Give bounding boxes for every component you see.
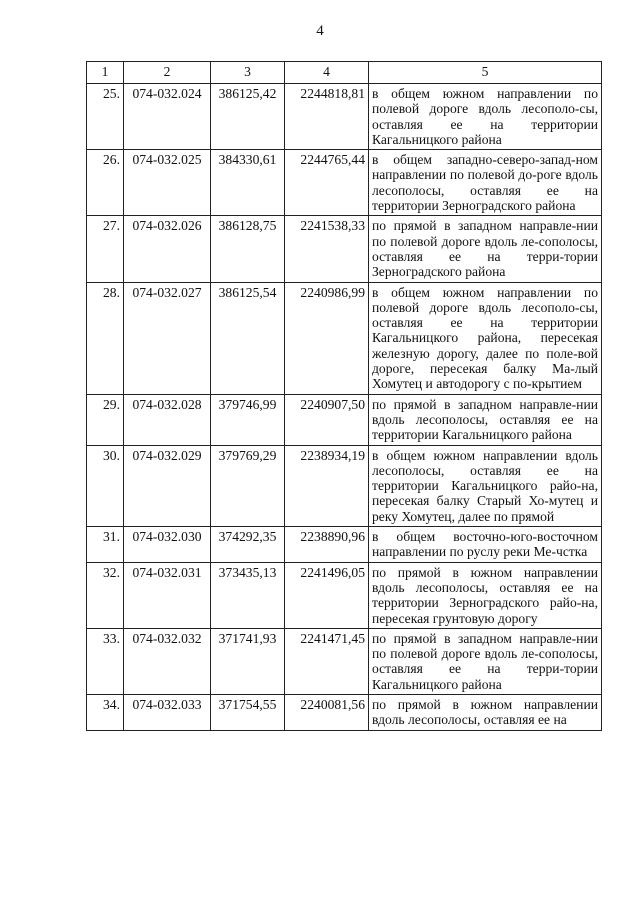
row-number: 28. [87, 282, 124, 394]
table-row [87, 445, 602, 526]
point-code: 074-032.030 [124, 527, 211, 563]
coordinate-x: 386125,54 [211, 282, 285, 394]
header-col-2: 2 [124, 62, 211, 84]
header-col-3: 3 [211, 62, 285, 84]
page-number: 4 [316, 23, 324, 39]
point-code: 074-032.024 [124, 84, 211, 150]
coordinate-x: 371741,93 [211, 628, 285, 694]
point-code: 074-032.025 [124, 150, 211, 216]
table-row [87, 394, 602, 445]
coordinate-y: 2244765,44 [285, 150, 369, 216]
point-code: 074-032.027 [124, 282, 211, 394]
point-code: 074-032.028 [124, 394, 211, 445]
point-code: 074-032.029 [124, 445, 211, 526]
coordinate-y: 2241496,05 [285, 562, 369, 628]
header-col-5: 5 [369, 62, 602, 84]
coordinate-y: 2238890,96 [285, 527, 369, 563]
row-number: 27. [87, 216, 124, 282]
table-row [87, 84, 602, 150]
row-number: 26. [87, 150, 124, 216]
point-code: 074-032.032 [124, 628, 211, 694]
boundary-description: в общем южном направлении вдоль лесополосы, оставляя ее на территории Кагальницкого райо-на, пересекая балку Старый Хо-мутец и реку Хомутец, далее по прямой [369, 445, 602, 526]
point-code: 074-032.033 [124, 694, 211, 730]
table-row [87, 216, 602, 282]
table-row [87, 562, 602, 628]
coordinate-y: 2240081,56 [285, 694, 369, 730]
coordinate-y: 2244818,81 [285, 84, 369, 150]
coordinate-x: 379746,99 [211, 394, 285, 445]
coordinate-x: 371754,55 [211, 694, 285, 730]
coordinate-x: 386128,75 [211, 216, 285, 282]
table-body [87, 84, 602, 731]
coordinate-y: 2240907,50 [285, 394, 369, 445]
boundary-description: в общем южном направлении по полевой дороге вдоль лесополо-сы, оставляя ее на территории Кагальницкого района, пересекая железную дорогу, далее по поле-вой дороге, пересекая балку Ма-лый Хомутец и автодорогу с по-крытием [369, 282, 602, 394]
row-number: 30. [87, 445, 124, 526]
row-number: 34. [87, 694, 124, 730]
table-row [87, 628, 602, 694]
boundary-description: по прямой в южном направлении вдоль лесополосы, оставляя ее на [369, 694, 602, 730]
point-code: 074-032.026 [124, 216, 211, 282]
boundary-description: по прямой в западном направле-нии по полевой дороге вдоль ле-сополосы, оставляя ее на терри-тории Кагальницкого района [369, 628, 602, 694]
point-code: 074-032.031 [124, 562, 211, 628]
row-number: 25. [87, 84, 124, 150]
coordinate-y: 2241538,33 [285, 216, 369, 282]
boundary-description: по прямой в западном направле-нии по полевой дороге вдоль ле-сополосы, оставляя ее на терри-тории Зерноградского района [369, 216, 602, 282]
coordinate-x: 374292,35 [211, 527, 285, 563]
table-row [87, 527, 602, 563]
table-row [87, 694, 602, 730]
row-number: 32. [87, 562, 124, 628]
coordinate-y: 2241471,45 [285, 628, 369, 694]
coordinate-y: 2240986,99 [285, 282, 369, 394]
boundary-description: в общем восточно-юго-восточном направлении по руслу реки Ме-чстка [369, 527, 602, 563]
header-row [87, 62, 602, 84]
boundary-description: по прямой в южном направлении вдоль лесополосы, оставляя ее на территории Зерноградского райо-на, пересекая грунтовую дорогу [369, 562, 602, 628]
boundary-points-table [86, 61, 602, 731]
boundary-description: в общем западно-северо-запад-ном направлении по полевой до-роге вдоль лесополосы, оставляя ее на территории Зерноградского района [369, 150, 602, 216]
coordinate-x: 386125,42 [211, 84, 285, 150]
boundary-description: по прямой в западном направле-нии вдоль лесополосы, оставляя ее на территории Кагальницкого района [369, 394, 602, 445]
table-viewport [86, 61, 602, 833]
row-number: 33. [87, 628, 124, 694]
coordinate-y: 2238934,19 [285, 445, 369, 526]
row-number: 29. [87, 394, 124, 445]
table-row [87, 282, 602, 394]
coordinate-x: 379769,29 [211, 445, 285, 526]
row-number: 31. [87, 527, 124, 563]
header-col-4: 4 [285, 62, 369, 84]
table-row [87, 150, 602, 216]
table-header [87, 62, 602, 84]
coordinate-x: 384330,61 [211, 150, 285, 216]
boundary-description: в общем южном направлении по полевой дороге вдоль лесополо-сы, оставляя ее на территории Кагальницкого района [369, 84, 602, 150]
header-col-1: 1 [87, 62, 124, 84]
coordinate-x: 373435,13 [211, 562, 285, 628]
